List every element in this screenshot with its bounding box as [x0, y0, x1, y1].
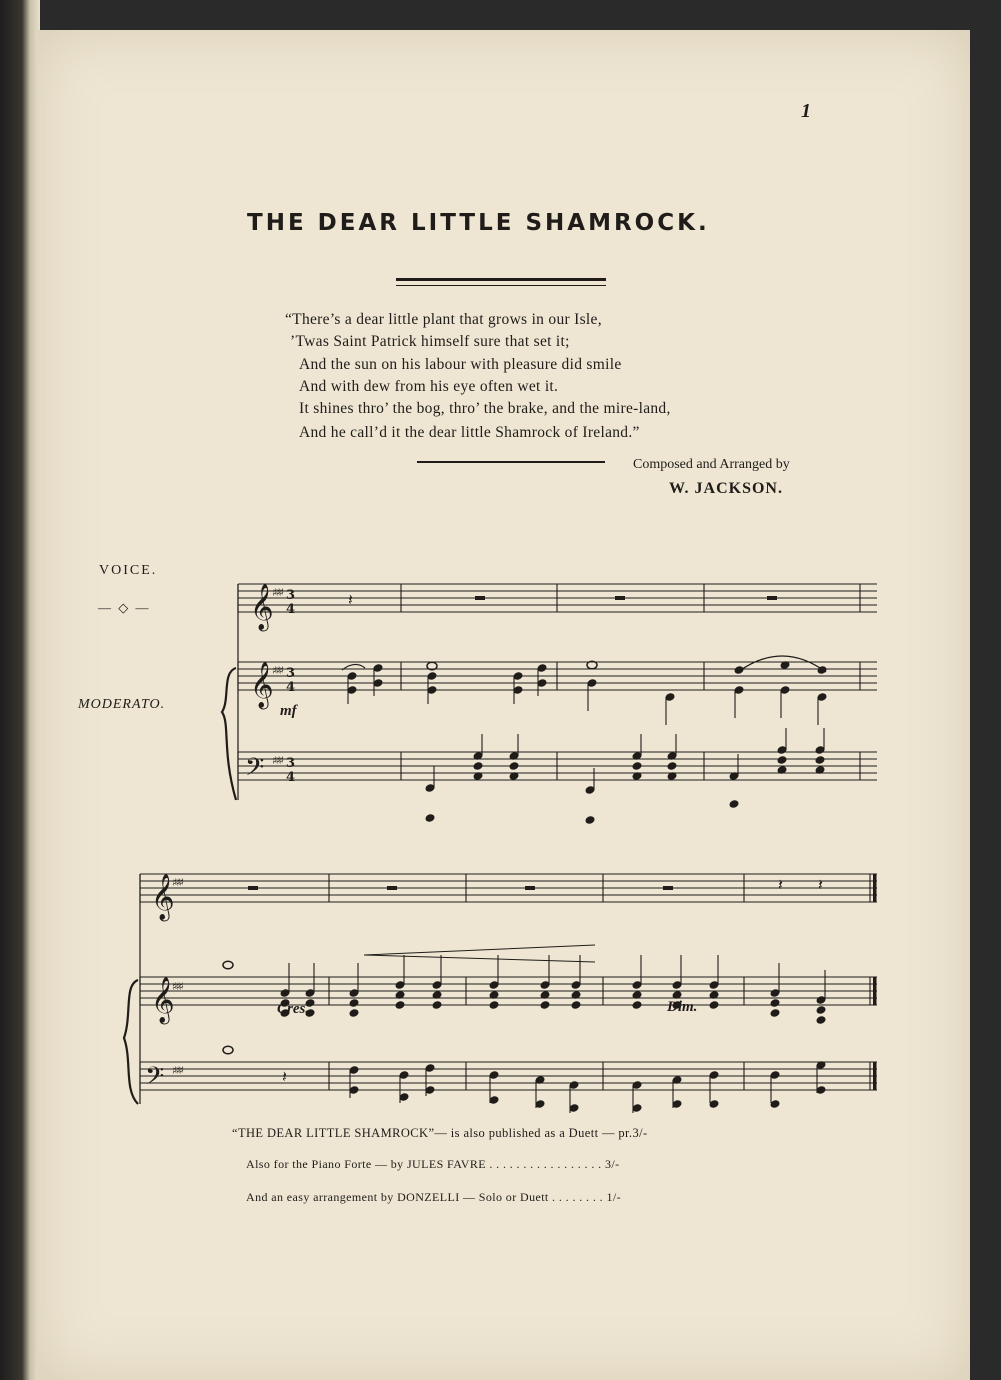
treble-chord-note	[348, 998, 359, 1008]
composed-by-label: Composed and Arranged by	[633, 457, 790, 472]
whole-rest-icon	[767, 596, 777, 600]
final-barline	[873, 874, 877, 902]
bass-chord-note	[814, 755, 825, 765]
verse-line: “There’s a dear little plant that grows in our Isle,	[285, 311, 602, 328]
bass-clef-icon: 𝄢	[245, 753, 265, 788]
treble-chord-note	[769, 1008, 780, 1018]
treble-chord-note	[488, 1000, 499, 1010]
piano-brace	[222, 668, 236, 800]
time-signature-icon: 4	[286, 770, 296, 785]
verse-line: It shines thro’ the bog, thro’ the brake, and the mire-land,	[299, 400, 671, 417]
page-number: 1	[801, 100, 811, 122]
treble-chord-note	[394, 1000, 405, 1010]
key-signature-sharps-icon: ♯♯♯	[272, 586, 282, 599]
treble-clef-icon: 𝄞	[151, 977, 175, 1023]
treble-chord-note	[570, 1000, 581, 1010]
bass-chord-note	[584, 815, 595, 825]
half-note-head	[223, 961, 233, 969]
key-signature-sharps-icon: ♯♯♯	[172, 876, 182, 889]
song-title: THE DEAR LITTLE SHAMROCK.	[247, 210, 710, 236]
time-signature-icon: 4	[286, 680, 296, 695]
quarter-rest-icon: 𝄽	[818, 875, 823, 894]
treble-chord-note	[733, 665, 744, 675]
quarter-rest-icon: 𝄽	[348, 590, 353, 609]
dynamic-cres: Cres.	[277, 1001, 310, 1017]
time-signature-icon: 3	[286, 588, 296, 603]
bass-chord-note	[666, 761, 677, 771]
half-note-head	[223, 1046, 233, 1054]
bass-chord-note	[424, 813, 435, 823]
verse-line: And the sun on his labour with pleasure did smile	[299, 356, 622, 373]
piano-brace-2	[124, 980, 138, 1104]
tempo-marking: MODERATO.	[78, 697, 166, 712]
treble-clef-icon: 𝄞	[151, 874, 175, 920]
final-barline	[873, 1062, 877, 1090]
treble-chord-note	[769, 998, 780, 1008]
bass-chord-note	[776, 755, 787, 765]
whole-rest-icon	[475, 596, 485, 600]
voice-separator: — ◇ —	[98, 600, 151, 615]
whole-rest-icon	[248, 886, 258, 890]
key-signature-sharps-icon: ♯♯♯	[172, 1064, 182, 1077]
bass-clef-icon: 𝄢	[145, 1062, 165, 1097]
treble-chord-note	[815, 1005, 826, 1015]
verse-line: And he call’d it the dear little Shamrock of Ireland.”	[299, 424, 640, 441]
dynamic-mf: mf	[280, 703, 297, 719]
bass-chord-note	[728, 799, 739, 809]
voice-label: VOICE.	[99, 563, 158, 578]
key-signature-sharps-icon: ♯♯♯	[172, 980, 182, 993]
treble-chord-note	[539, 1000, 550, 1010]
whole-rest-icon	[525, 886, 535, 890]
whole-rest-icon	[663, 886, 673, 890]
composer-name: W. JACKSON.	[669, 480, 783, 497]
verse-line: And with dew from his eye often wet it.	[299, 378, 559, 395]
bass-chord-note	[472, 761, 483, 771]
treble-chord-note	[348, 1008, 359, 1018]
footer-note-favre: Also for the Piano Forte — by JULES FAVRE . . . . . . . . . . . . . . . . . 3/-	[246, 1157, 620, 1171]
dynamic-dim: Dim.	[667, 999, 698, 1015]
whole-rest-icon	[387, 886, 397, 890]
time-signature-icon: 4	[286, 602, 296, 617]
key-signature-sharps-icon: ♯♯♯	[272, 754, 282, 767]
final-barline	[873, 977, 877, 1005]
quarter-rest-icon: 𝄽	[282, 1067, 287, 1086]
treble-clef-icon: 𝄞	[250, 584, 274, 630]
key-signature-sharps-icon: ♯♯♯	[272, 664, 282, 677]
treble-clef-icon: 𝄞	[250, 662, 274, 708]
bass-chord-note	[631, 761, 642, 771]
time-signature-icon: 3	[286, 756, 296, 771]
treble-chord-note	[631, 1000, 642, 1010]
footer-note-donzelli: And an easy arrangement by DONZELLI — Solo or Duett . . . . . . . . 1/-	[246, 1190, 621, 1204]
crescendo-hairpin	[364, 945, 595, 962]
time-signature-icon: 3	[286, 666, 296, 681]
verse-line: ’Twas Saint Patrick himself sure that set it;	[290, 333, 570, 350]
treble-chord-note	[708, 1000, 719, 1010]
treble-chord-note	[815, 1015, 826, 1025]
whole-rest-icon	[615, 596, 625, 600]
treble-chord-note	[431, 1000, 442, 1010]
quarter-rest-icon: 𝄽	[778, 875, 783, 894]
bass-chord-note	[508, 761, 519, 771]
footer-note-duett: “THE DEAR LITTLE SHAMROCK”— is also published as a Duett — pr.3/-	[232, 1126, 648, 1140]
